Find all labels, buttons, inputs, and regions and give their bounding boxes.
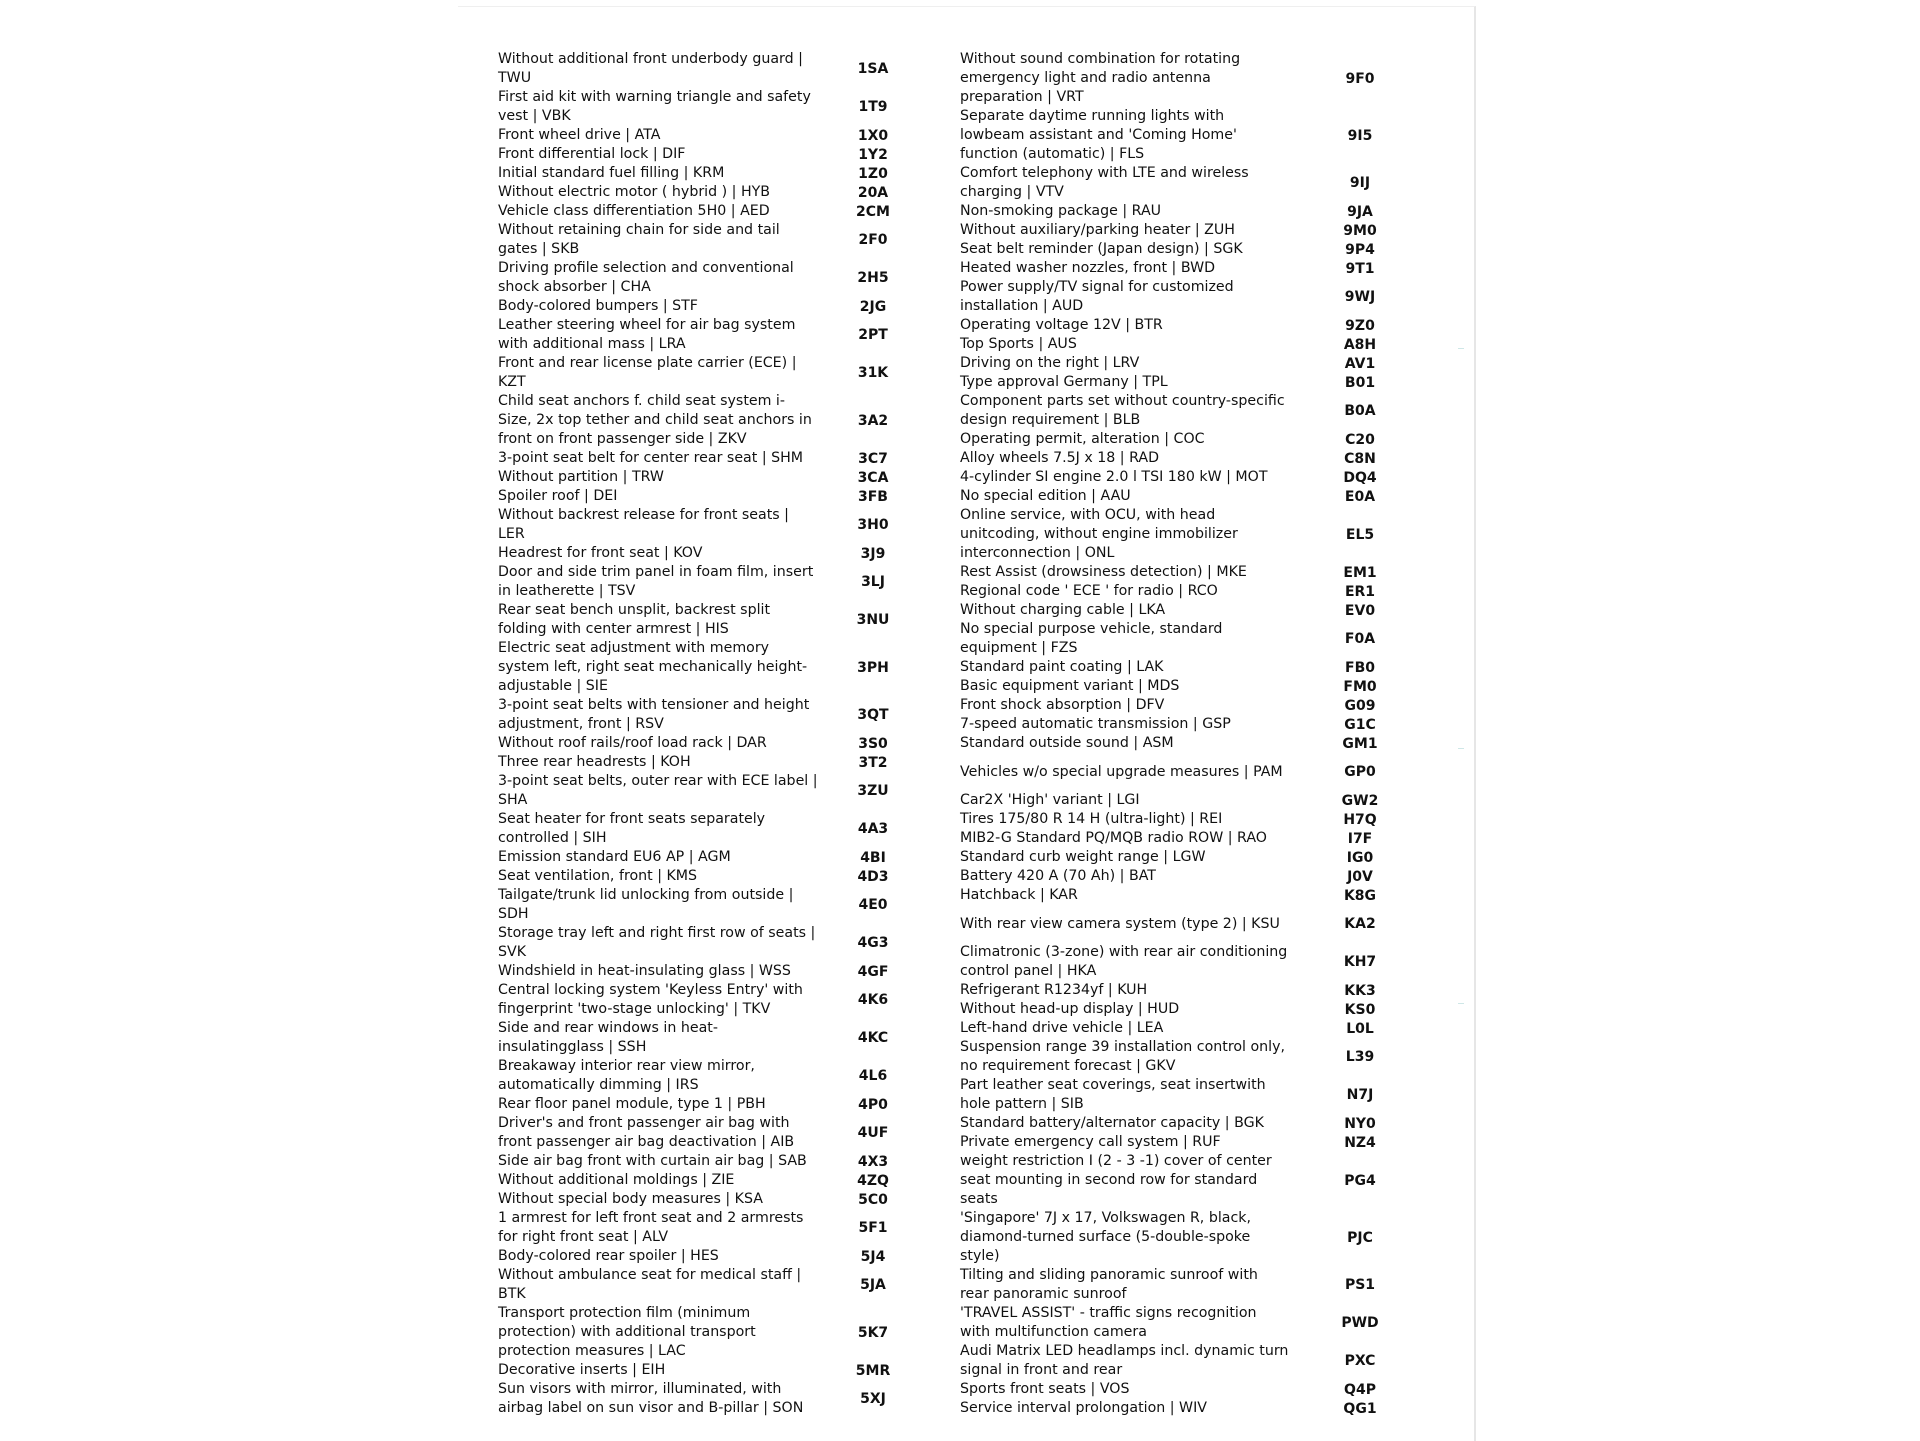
option-description: 'Singapore' 7J x 17, Volkswagen R, black, diamond-turned surface (5-double-spoke style) — [960, 1210, 1251, 1264]
option-description: Hatchback | KAR — [960, 887, 1078, 903]
option-description: Rear seat bench unsplit, backrest split folding with center armrest | HIS — [498, 602, 771, 637]
option-description: Sun visors with mirror, illuminated, with airbag label on sun visor and B-pillar | SON — [498, 1381, 804, 1416]
option-code: 4GF — [857, 963, 889, 980]
option-description: Private emergency call system | RUF — [960, 1134, 1221, 1150]
option-description: 1 armrest for left front seat and 2 armrests for right front seat | ALV — [498, 1210, 804, 1245]
option-description: Front shock absorption | DFV — [960, 697, 1165, 713]
option-code: 3T2 — [858, 754, 888, 771]
option-description: Without head-up display | HUD — [960, 1001, 1180, 1017]
option-row — [498, 1171, 938, 1190]
option-row — [960, 620, 1430, 658]
option-row — [498, 1380, 938, 1418]
option-row — [960, 164, 1430, 202]
option-row — [498, 981, 938, 1019]
scan-mark — [1458, 748, 1464, 749]
option-row — [960, 734, 1430, 753]
option-row — [960, 601, 1430, 620]
option-code: QG1 — [1343, 1400, 1377, 1417]
option-row — [960, 829, 1430, 848]
option-description: Spoiler roof | DEI — [498, 488, 618, 504]
option-code: 5C0 — [858, 1191, 888, 1208]
option-description: Without ambulance seat for medical staff | BTK — [498, 1267, 802, 1302]
option-row — [960, 107, 1430, 164]
option-row — [498, 1266, 938, 1304]
option-code: EL5 — [1345, 526, 1375, 543]
option-description: Without electric motor ( hybrid ) | HYB — [498, 184, 771, 200]
option-description: Emission standard EU6 AP | AGM — [498, 849, 731, 865]
option-code: GP0 — [1344, 764, 1376, 780]
option-row — [960, 1380, 1430, 1399]
option-row — [960, 392, 1430, 430]
option-row — [498, 1304, 938, 1361]
option-description: 7-speed automatic transmission | GSP — [960, 716, 1231, 732]
option-row — [498, 753, 938, 772]
option-description: Door and side trim panel in foam film, insert in leatherette | TSV — [498, 564, 814, 599]
option-row — [960, 1152, 1430, 1209]
option-code: B0A — [1344, 403, 1376, 419]
option-description: Driving on the right | LRV — [960, 355, 1140, 371]
option-row — [498, 354, 938, 392]
option-code: 3PH — [857, 659, 889, 676]
option-code: 2H5 — [857, 270, 889, 286]
option-row — [960, 430, 1430, 449]
option-description: Without additional front underbody guard | TWU — [498, 51, 803, 86]
option-code: KA2 — [1344, 916, 1376, 932]
option-code: 3LJ — [861, 574, 885, 590]
option-row — [498, 696, 938, 734]
option-code: 3FB — [858, 488, 888, 505]
option-description: Decorative inserts | EIH — [498, 1362, 666, 1378]
option-row — [498, 221, 938, 259]
option-row — [498, 126, 938, 145]
option-row — [960, 1342, 1430, 1380]
option-row — [960, 1209, 1430, 1266]
option-row — [498, 297, 938, 316]
option-code: 1Z0 — [858, 165, 888, 182]
option-row — [498, 1019, 938, 1057]
option-description: Seat ventilation, front | KMS — [498, 868, 698, 884]
option-description: Climatronic (3-zone) with rear air conditioning control panel | HKA — [960, 944, 1288, 979]
option-row — [498, 506, 938, 544]
option-description: Sports front seats | VOS — [960, 1381, 1130, 1397]
option-row — [498, 259, 938, 297]
option-description: Rear floor panel module, type 1 | PBH — [498, 1096, 766, 1112]
option-row — [960, 1038, 1430, 1076]
option-description: Regional code ' ECE ' for radio | RCO — [960, 583, 1218, 599]
option-code: 2CM — [856, 203, 890, 220]
option-code: 3J9 — [860, 545, 886, 562]
option-description: MIB2-G Standard PQ/MQB radio ROW | RAO — [960, 830, 1267, 846]
option-row — [498, 639, 938, 696]
option-code: 4UF — [857, 1125, 889, 1141]
option-description: Without roof rails/roof load rack | DAR — [498, 735, 767, 751]
option-row — [960, 753, 1430, 791]
option-description: Storage tray left and right first row of seats | SVK — [498, 925, 816, 960]
option-code: 4G3 — [857, 935, 889, 951]
option-code: 20A — [857, 184, 889, 201]
option-description: Without special body measures | KSA — [498, 1191, 763, 1207]
option-code: H7Q — [1343, 811, 1377, 828]
option-row — [960, 886, 1430, 905]
option-description: With rear view camera system (type 2) | KSU — [960, 915, 1280, 932]
option-row — [498, 1247, 938, 1266]
option-description: Body-colored bumpers | STF — [498, 298, 698, 314]
option-row — [960, 677, 1430, 696]
option-description: Tailgate/trunk lid unlocking from outside | SDH — [498, 887, 794, 922]
option-code: 5F1 — [858, 1220, 888, 1236]
option-row — [960, 259, 1430, 278]
option-code: 9I5 — [1347, 127, 1373, 144]
option-code: 9JA — [1347, 203, 1373, 220]
option-row — [960, 1019, 1430, 1038]
option-description: Audi Matrix LED headlamps incl. dynamic turn signal in front and rear — [960, 1343, 1289, 1378]
option-row — [960, 658, 1430, 677]
option-description: Windshield in heat-insulating glass | WSS — [498, 963, 791, 979]
option-code: 4A3 — [857, 821, 889, 837]
option-code: G09 — [1344, 697, 1376, 714]
option-code: 4K6 — [857, 992, 889, 1008]
option-row — [960, 848, 1430, 867]
option-code: 4P0 — [858, 1096, 888, 1113]
option-row — [960, 335, 1430, 354]
option-code: 4ZQ — [857, 1172, 889, 1189]
option-code: 5XJ — [860, 1391, 886, 1407]
option-row — [960, 715, 1430, 734]
option-code: 4BI — [860, 849, 886, 866]
option-row — [960, 791, 1430, 810]
option-code: A8H — [1343, 336, 1377, 353]
option-description: Side and rear windows in heat-insulatingglass | SSH — [498, 1020, 718, 1055]
option-description: 'TRAVEL ASSIST' - traffic signs recognition with multifunction camera — [960, 1305, 1257, 1340]
option-row — [498, 468, 938, 487]
option-code: 9F0 — [1345, 70, 1375, 87]
option-row — [960, 905, 1430, 943]
option-code: 1Y2 — [858, 146, 888, 163]
option-description: Tires 175/80 R 14 H (ultra-light) | REI — [960, 811, 1223, 827]
option-code: 2F0 — [858, 232, 888, 248]
option-code: 5JA — [860, 1277, 886, 1293]
option-code: 2JG — [859, 298, 887, 315]
option-code: FM0 — [1343, 678, 1377, 695]
option-code: L39 — [1345, 1049, 1375, 1065]
option-code: B01 — [1344, 374, 1376, 391]
option-row — [498, 563, 938, 601]
option-row — [498, 601, 938, 639]
option-description: Standard battery/alternator capacity | BGK — [960, 1115, 1264, 1131]
option-row — [498, 734, 938, 753]
option-description: Central locking system 'Keyless Entry' with fingerprint 'two-stage unlocking' | TKV — [498, 982, 803, 1017]
option-code: PJC — [1347, 1229, 1373, 1246]
option-description: Without charging cable | LKA — [960, 602, 1166, 618]
option-description: Power supply/TV signal for customized installation | AUD — [960, 279, 1234, 314]
option-code: 3A2 — [857, 412, 889, 429]
option-row — [498, 886, 938, 924]
option-row — [498, 50, 938, 88]
option-code: 4X3 — [857, 1153, 889, 1170]
option-description: No special edition | AAU — [960, 488, 1131, 504]
option-description: Standard paint coating | LAK — [960, 659, 1164, 675]
option-code: AV1 — [1344, 355, 1376, 372]
option-row — [960, 354, 1430, 373]
option-description: Online service, with OCU, with head unitcoding, without engine immobilizer interconnection | ONL — [960, 507, 1238, 561]
option-description: No special purpose vehicle, standard equipment | FZS — [960, 621, 1223, 656]
option-description: Headrest for front seat | KOV — [498, 545, 703, 561]
option-code: 9T1 — [1345, 260, 1375, 277]
option-row — [960, 696, 1430, 715]
option-description: Operating permit, alteration | COC — [960, 431, 1205, 447]
option-description: Service interval prolongation | WIV — [960, 1400, 1207, 1416]
document-page — [458, 6, 1476, 1441]
option-row — [960, 582, 1430, 601]
option-description: Leather steering wheel for air bag system with additional mass | LRA — [498, 317, 796, 352]
option-code: 9M0 — [1343, 222, 1377, 239]
option-code: K8G — [1343, 887, 1377, 904]
option-code: 9Z0 — [1345, 317, 1375, 334]
option-description: Seat belt reminder (Japan design) | SGK — [960, 241, 1243, 257]
option-row — [960, 943, 1430, 981]
option-description: Without sound combination for rotating emergency light and radio antenna preparation | VRT — [960, 51, 1241, 105]
option-code: EV0 — [1344, 602, 1376, 619]
option-code: C20 — [1345, 431, 1375, 448]
option-description: Driver's and front passenger air bag with front passenger air bag deactivation | AIB — [498, 1115, 795, 1150]
option-code: F0A — [1344, 631, 1376, 647]
option-row — [498, 867, 938, 886]
option-description: Transport protection film (minimum protection) with additional transport protection measures | LAC — [498, 1305, 756, 1359]
option-code: PXC — [1344, 1353, 1376, 1369]
option-row — [960, 373, 1430, 392]
option-description: Left-hand drive vehicle | LEA — [960, 1020, 1164, 1036]
option-description: Vehicles w/o special upgrade measures | PAM — [960, 763, 1283, 780]
option-row — [498, 164, 938, 183]
option-row — [498, 1114, 938, 1152]
option-row — [498, 1209, 938, 1247]
option-code: KS0 — [1344, 1001, 1376, 1018]
option-description: Type approval Germany | TPL — [960, 374, 1168, 390]
option-code: IG0 — [1346, 849, 1374, 866]
option-code: 4E0 — [858, 897, 888, 913]
option-row — [498, 88, 938, 126]
option-description: Without backrest release for front seats | LER — [498, 507, 789, 542]
option-description: Operating voltage 12V | BTR — [960, 317, 1163, 333]
option-row — [498, 1361, 938, 1380]
option-row — [498, 183, 938, 202]
option-code: GW2 — [1341, 792, 1379, 809]
option-row — [960, 1076, 1430, 1114]
option-row — [498, 772, 938, 810]
option-description: Car2X 'High' variant | LGI — [960, 792, 1140, 808]
option-code: FB0 — [1345, 659, 1375, 676]
option-code: 2PT — [858, 327, 888, 343]
option-row — [498, 544, 938, 563]
option-description: Separate daytime running lights with lowbeam assistant and 'Coming Home' function (automatic) | FLS — [960, 108, 1237, 162]
option-description: Front and rear license plate carrier (ECE) | KZT — [498, 355, 797, 390]
option-description: 4-cylinder SI engine 2.0 l TSI 180 kW | MOT — [960, 469, 1268, 485]
option-code: Q4P — [1344, 1381, 1376, 1398]
option-code: 4D3 — [857, 868, 889, 885]
option-row — [498, 449, 938, 468]
option-code: 9WJ — [1344, 289, 1376, 305]
scan-mark — [1458, 348, 1464, 349]
option-description: Without auxiliary/parking heater | ZUH — [960, 222, 1235, 238]
option-code: 1X0 — [857, 127, 889, 144]
option-description: 3-point seat belts with tensioner and height adjustment, front | RSV — [498, 697, 810, 732]
option-description: Part leather seat coverings, seat insertwith hole pattern | SIB — [960, 1077, 1266, 1112]
option-description: Body-colored rear spoiler | HES — [498, 1248, 719, 1264]
option-code: 4KC — [857, 1030, 889, 1046]
option-row — [498, 145, 938, 164]
option-description: Vehicle class differentiation 5H0 | AED — [498, 203, 770, 219]
option-row — [960, 1399, 1430, 1418]
option-row — [960, 50, 1430, 107]
option-row — [960, 487, 1430, 506]
scan-mark — [1458, 1003, 1464, 1004]
option-row — [960, 1266, 1430, 1304]
option-code: 3S0 — [858, 735, 888, 752]
option-description: Comfort telephony with LTE and wireless charging | VTV — [960, 165, 1249, 200]
option-description: Breakaway interior rear view mirror, automatically dimming | IRS — [498, 1058, 755, 1093]
option-description: Non-smoking package | RAU — [960, 203, 1162, 219]
option-description: Suspension range 39 installation control only, no requirement forecast | GKV — [960, 1039, 1286, 1074]
option-row — [960, 563, 1430, 582]
option-row — [960, 449, 1430, 468]
option-code: PWD — [1341, 1315, 1379, 1331]
option-description: 3-point seat belts, outer rear with ECE label | SHA — [498, 773, 818, 808]
option-row — [960, 1133, 1430, 1152]
option-row — [960, 981, 1430, 1000]
option-code: PS1 — [1344, 1277, 1376, 1293]
option-row — [498, 848, 938, 867]
option-row — [960, 867, 1430, 886]
option-description: Alloy wheels 7.5J x 18 | RAD — [960, 450, 1159, 466]
option-description: Front differential lock | DIF — [498, 146, 686, 162]
option-code: 4L6 — [858, 1068, 888, 1084]
option-description: weight restriction I (2 - 3 -1) cover of center seat mounting in second row for standard seats — [960, 1153, 1272, 1207]
option-description: Without additional moldings | ZIE — [498, 1172, 735, 1188]
option-row — [960, 1304, 1430, 1342]
option-code: KH7 — [1343, 954, 1377, 970]
option-code: GM1 — [1342, 735, 1378, 752]
left-option-list — [498, 50, 938, 1418]
option-code: C8N — [1344, 450, 1376, 467]
option-description: Three rear headrests | KOH — [498, 754, 691, 770]
option-code: 1SA — [857, 61, 889, 77]
option-code: NZ4 — [1344, 1134, 1376, 1151]
option-row — [960, 316, 1430, 335]
option-code: N7J — [1346, 1087, 1374, 1103]
option-description: Side air bag front with curtain air bag | SAB — [498, 1153, 807, 1169]
option-row — [498, 1057, 938, 1095]
option-row — [498, 202, 938, 221]
option-description: Component parts set without country-specific design requirement | BLB — [960, 393, 1285, 428]
option-row — [498, 810, 938, 848]
option-description: Refrigerant R1234yf | KUH — [960, 982, 1148, 998]
option-code: E0A — [1344, 488, 1376, 505]
option-description: Driving profile selection and conventional shock absorber | CHA — [498, 260, 794, 295]
option-row — [498, 316, 938, 354]
option-row — [498, 1095, 938, 1114]
option-code: KK3 — [1344, 982, 1376, 999]
option-code: 3ZU — [857, 783, 889, 799]
option-code: G1C — [1344, 716, 1376, 733]
option-row — [498, 392, 938, 449]
option-description: Standard outside sound | ASM — [960, 735, 1174, 751]
option-code: PG4 — [1344, 1172, 1376, 1189]
option-row — [960, 810, 1430, 829]
option-description: Rest Assist (drowsiness detection) | MKE — [960, 564, 1247, 580]
option-row — [960, 278, 1430, 316]
option-row — [498, 924, 938, 962]
option-description: Heated washer nozzles, front | BWD — [960, 260, 1216, 276]
option-description: Standard curb weight range | LGW — [960, 849, 1206, 865]
option-row — [960, 202, 1430, 221]
option-code: 3NU — [856, 612, 890, 628]
option-code: I7F — [1347, 830, 1373, 847]
option-description: Battery 420 A (70 Ah) | BAT — [960, 868, 1156, 884]
option-code: 5K7 — [857, 1324, 889, 1341]
option-row — [960, 1114, 1430, 1133]
option-code: ER1 — [1344, 583, 1376, 600]
option-description: Top Sports | AUS — [960, 336, 1077, 352]
option-row — [960, 468, 1430, 487]
option-description: Electric seat adjustment with memory system left, right seat mechanically height-adjustable | SIE — [498, 640, 808, 694]
option-code: NY0 — [1344, 1115, 1376, 1132]
option-description: Initial standard fuel filling | KRM — [498, 165, 725, 181]
option-code: 3CA — [857, 469, 889, 486]
option-code: 9IJ — [1349, 175, 1371, 191]
option-row — [498, 1190, 938, 1209]
option-description: Without partition | TRW — [498, 469, 664, 485]
option-code: 3C7 — [858, 450, 888, 467]
option-row — [960, 221, 1430, 240]
option-row — [498, 962, 938, 981]
option-row — [960, 240, 1430, 259]
option-row — [960, 506, 1430, 563]
right-option-list — [960, 50, 1430, 1418]
option-description: Without retaining chain for side and tail gates | SKB — [498, 222, 780, 257]
option-description: Front wheel drive | ATA — [498, 127, 661, 143]
option-code: DQ4 — [1343, 469, 1377, 486]
option-description: 3-point seat belt for center rear seat | SHM — [498, 450, 804, 466]
option-code: L0L — [1346, 1020, 1374, 1037]
option-code: 3H0 — [857, 517, 889, 533]
option-description: Basic equipment variant | MDS — [960, 678, 1180, 694]
option-row — [960, 1000, 1430, 1019]
option-description: First aid kit with warning triangle and safety vest | VBK — [498, 89, 811, 124]
option-code: 1T9 — [858, 99, 888, 115]
option-row — [498, 1152, 938, 1171]
option-description: Tilting and sliding panoramic sunroof with rear panoramic sunroof — [960, 1267, 1258, 1302]
option-code: 31K — [857, 365, 889, 381]
option-description: Seat heater for front seats separately controlled | SIH — [498, 811, 766, 846]
option-row — [498, 487, 938, 506]
option-code: EM1 — [1343, 564, 1377, 581]
option-code: 5J4 — [860, 1248, 886, 1265]
option-code: 9P4 — [1345, 241, 1375, 258]
option-code: J0V — [1347, 868, 1373, 885]
option-code: 3QT — [857, 707, 889, 723]
option-description: Child seat anchors f. child seat system i-Size, 2x top tether and child seat anchors in front on front passenger side | ZKV — [498, 393, 812, 447]
option-code: 5MR — [855, 1362, 891, 1379]
